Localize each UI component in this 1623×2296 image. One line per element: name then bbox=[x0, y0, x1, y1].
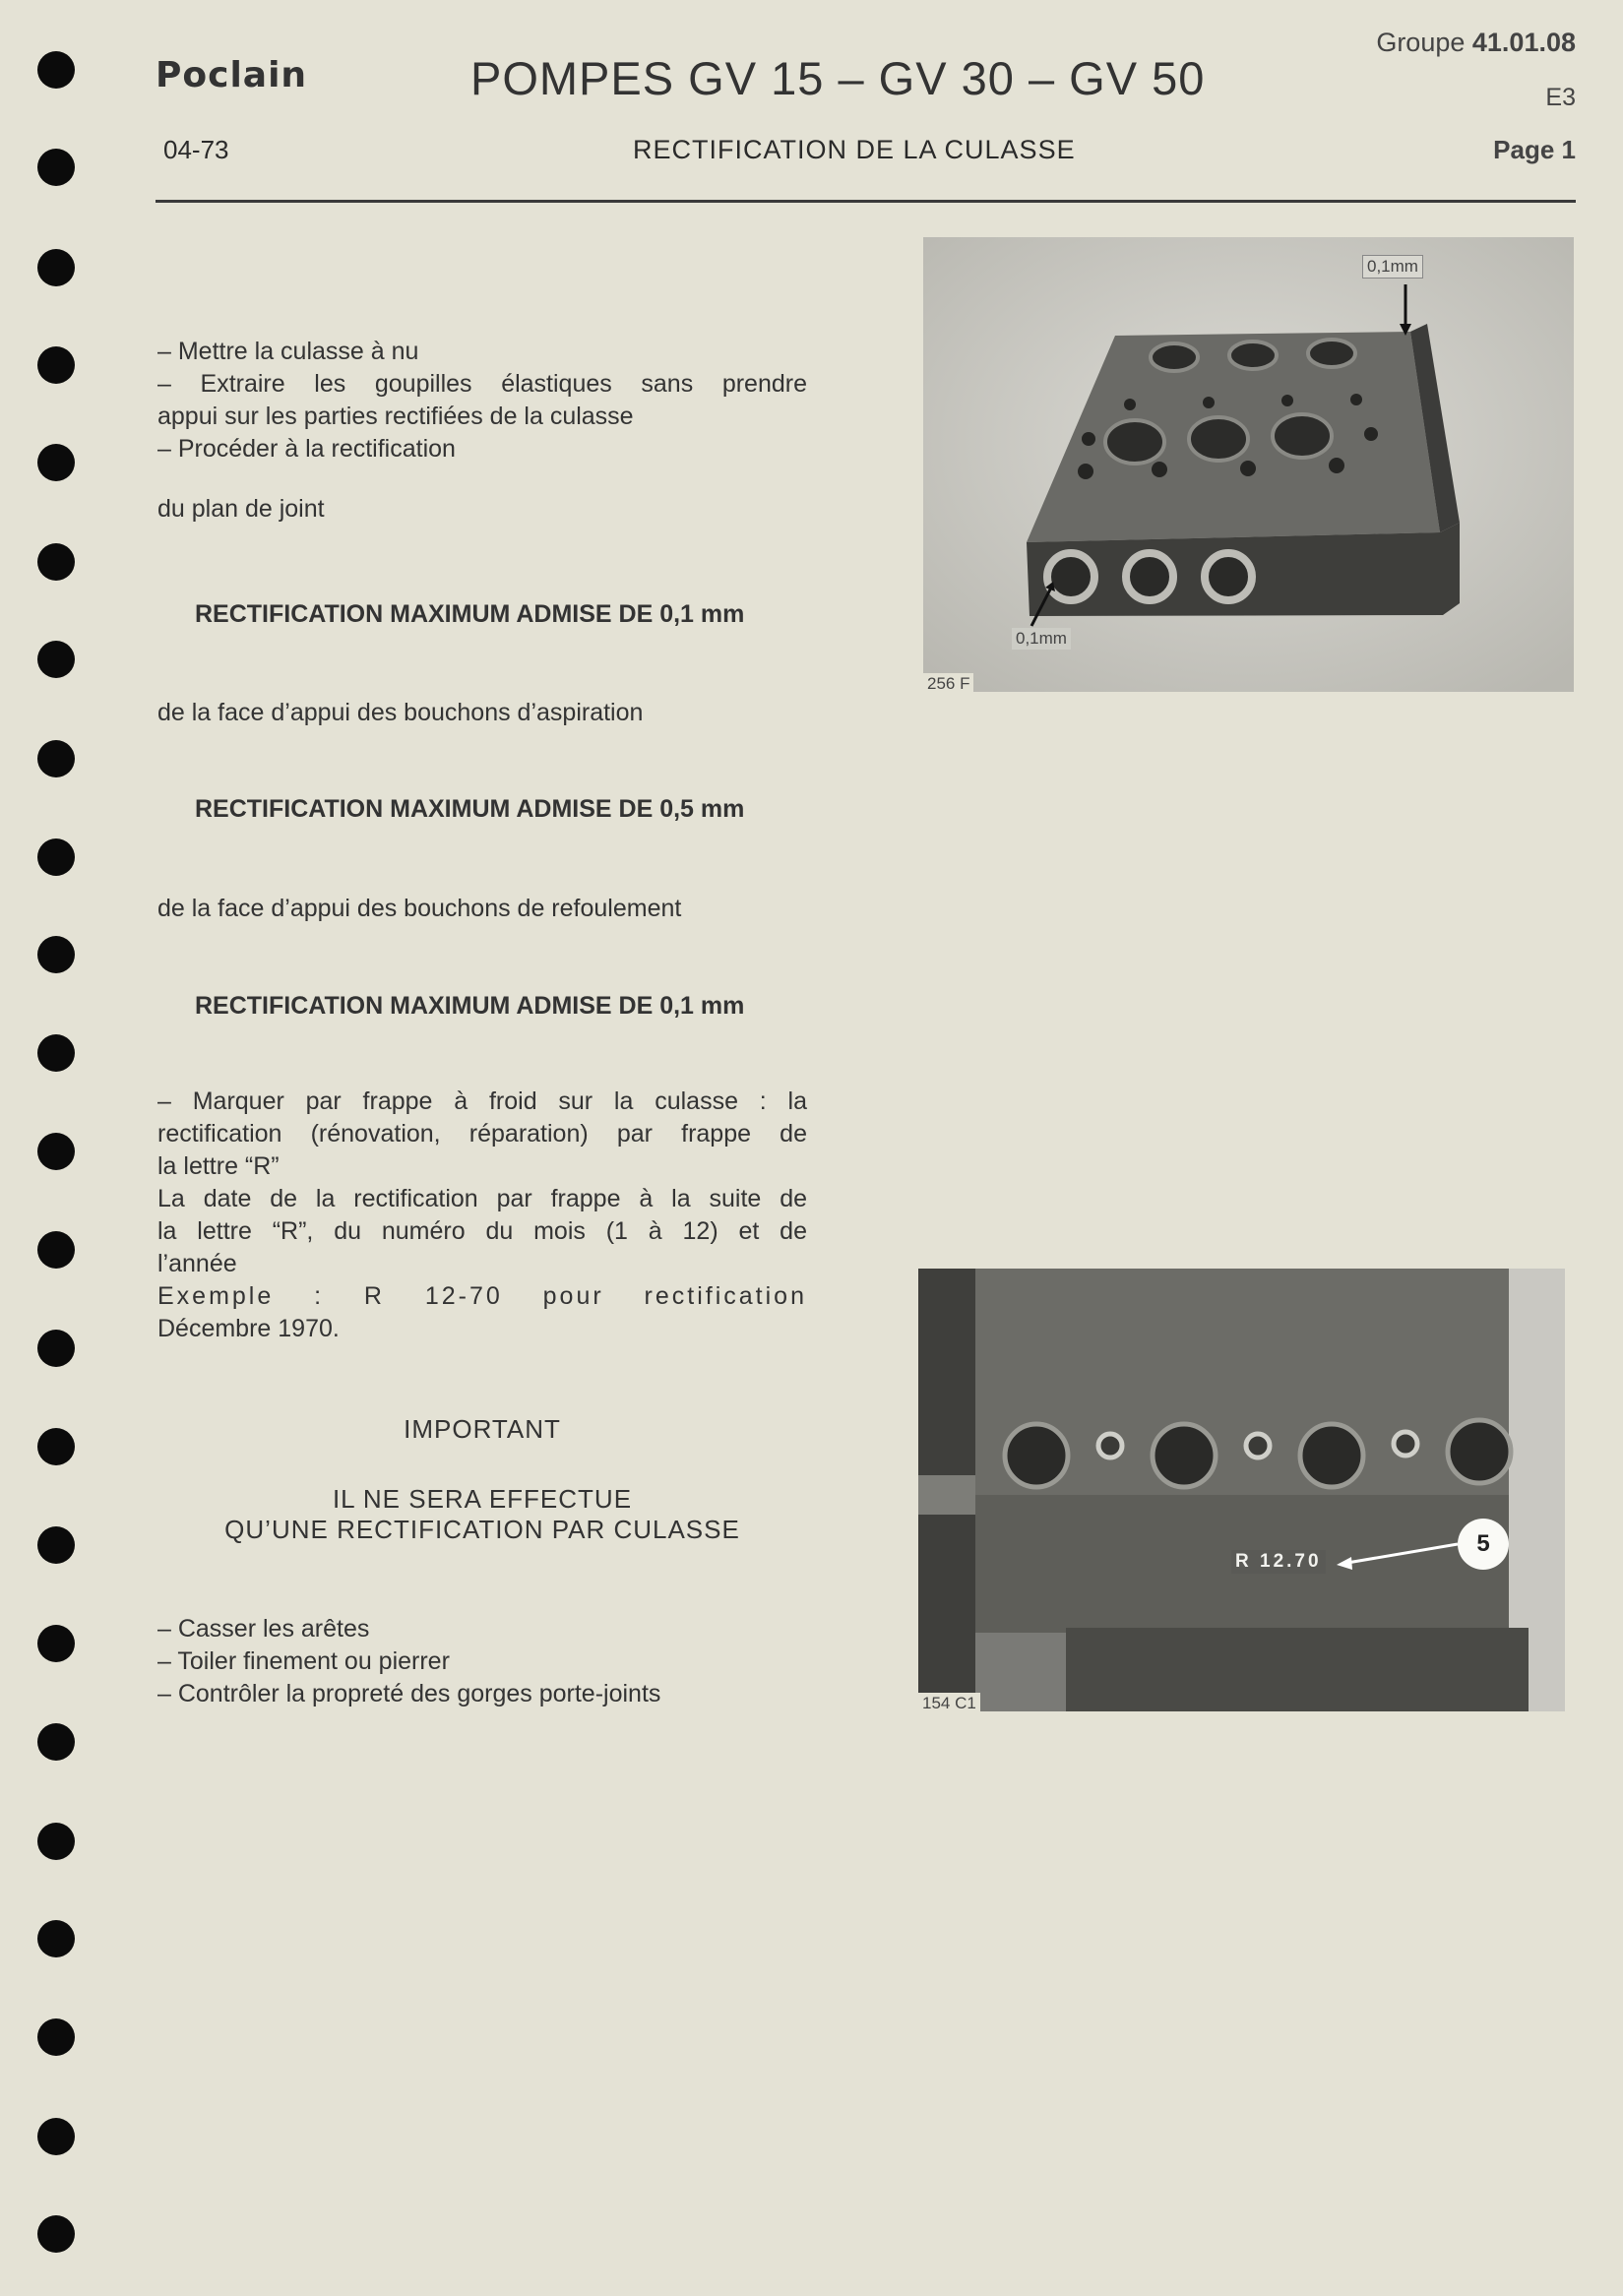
binder-hole bbox=[37, 2118, 75, 2155]
marking-line: Exemple : R 12-70 pour rectification bbox=[157, 1282, 807, 1310]
section-limit: RECTIFICATION MAXIMUM ADMISE DE 0,1 mm bbox=[195, 992, 745, 1020]
figure-cylinder-head-photo bbox=[923, 237, 1574, 692]
intro-line: appui sur les parties rectifiées de la culasse bbox=[157, 403, 634, 430]
binder-hole bbox=[37, 149, 75, 186]
binder-hole bbox=[37, 740, 75, 777]
binder-hole bbox=[37, 346, 75, 384]
cylinder-head-illustration bbox=[923, 237, 1574, 692]
binder-hole bbox=[37, 444, 75, 481]
important-line: IL NE SERA EFFECTUE bbox=[332, 1484, 633, 1514]
binder-hole bbox=[37, 1526, 75, 1564]
marking-line: l’année bbox=[157, 1250, 237, 1277]
callout-marker: 5 bbox=[1458, 1519, 1509, 1570]
intro-line: – Extraire les goupilles élastiques sans prendre bbox=[157, 370, 807, 398]
dimension-label-bottom: 0,1mm bbox=[1012, 628, 1071, 650]
section-title: RECTIFICATION DE LA CULASSE bbox=[633, 135, 1076, 164]
group-label: Groupe bbox=[1376, 28, 1466, 57]
marking-line: – Marquer par frappe à froid sur la culasse : la bbox=[157, 1087, 807, 1115]
stamp-marking: R 12.70 bbox=[1231, 1550, 1326, 1574]
issue-date: 04-73 bbox=[163, 135, 229, 164]
important-heading: IMPORTANT bbox=[404, 1414, 561, 1444]
final-step: – Toiler finement ou pierrer bbox=[157, 1647, 450, 1675]
marking-line: La date de la rectification par frappe à la suite de bbox=[157, 1185, 807, 1212]
dimension-label-top: 0,1mm bbox=[1362, 255, 1423, 279]
final-step: – Contrôler la propreté des gorges porte-joints bbox=[157, 1680, 661, 1707]
binder-hole bbox=[37, 2018, 75, 2056]
binder-hole bbox=[37, 249, 75, 286]
binder-hole bbox=[37, 1034, 75, 1072]
binder-hole bbox=[37, 838, 75, 876]
binder-hole bbox=[37, 1920, 75, 1957]
binder-hole bbox=[37, 641, 75, 678]
marking-line: rectification (rénovation, réparation) par frappe de bbox=[157, 1120, 807, 1148]
section-limit: RECTIFICATION MAXIMUM ADMISE DE 0,5 mm bbox=[195, 795, 745, 823]
group-reference bbox=[1376, 28, 1576, 58]
binder-hole bbox=[37, 936, 75, 973]
binder-hole bbox=[37, 1133, 75, 1170]
figure-reference: 256 F bbox=[923, 673, 973, 695]
intro-line: – Procéder à la rectification bbox=[157, 435, 456, 463]
binder-hole bbox=[37, 543, 75, 581]
edition-code: E3 bbox=[1545, 84, 1576, 111]
brand-logo: Poclain bbox=[156, 55, 308, 95]
figure-reference: 154 C1 bbox=[918, 1693, 980, 1714]
binder-hole bbox=[37, 2215, 75, 2253]
document-title: POMPES GV 15 – GV 30 – GV 50 bbox=[470, 52, 1206, 104]
intro-line: – Mettre la culasse à nu bbox=[157, 338, 419, 365]
group-number: 41.01.08 bbox=[1471, 28, 1576, 57]
binder-hole bbox=[37, 1625, 75, 1662]
page-number: Page 1 bbox=[1493, 135, 1576, 164]
header-rule bbox=[156, 200, 1576, 203]
section-lead: de la face d’appui des bouchons de refoulement bbox=[157, 895, 682, 922]
binder-hole bbox=[37, 1231, 75, 1269]
marking-line: la lettre “R” bbox=[157, 1152, 280, 1180]
binder-hole bbox=[37, 1330, 75, 1367]
stamped-head-illustration bbox=[918, 1269, 1565, 1711]
figure-stamped-head-photo bbox=[918, 1269, 1565, 1711]
binder-hole bbox=[37, 1428, 75, 1465]
marking-line: Décembre 1970. bbox=[157, 1315, 340, 1342]
marking-line: la lettre “R”, du numéro du mois (1 à 12) et de bbox=[157, 1217, 807, 1245]
section-limit: RECTIFICATION MAXIMUM ADMISE DE 0,1 mm bbox=[195, 600, 745, 628]
binder-hole bbox=[37, 1723, 75, 1761]
binder-hole bbox=[37, 1823, 75, 1860]
final-step: – Casser les arêtes bbox=[157, 1615, 370, 1643]
section-lead: du plan de joint bbox=[157, 495, 325, 523]
section-lead: de la face d’appui des bouchons d’aspiration bbox=[157, 699, 644, 726]
binder-hole bbox=[37, 51, 75, 89]
important-line: QU’UNE RECTIFICATION PAR CULASSE bbox=[224, 1515, 740, 1544]
